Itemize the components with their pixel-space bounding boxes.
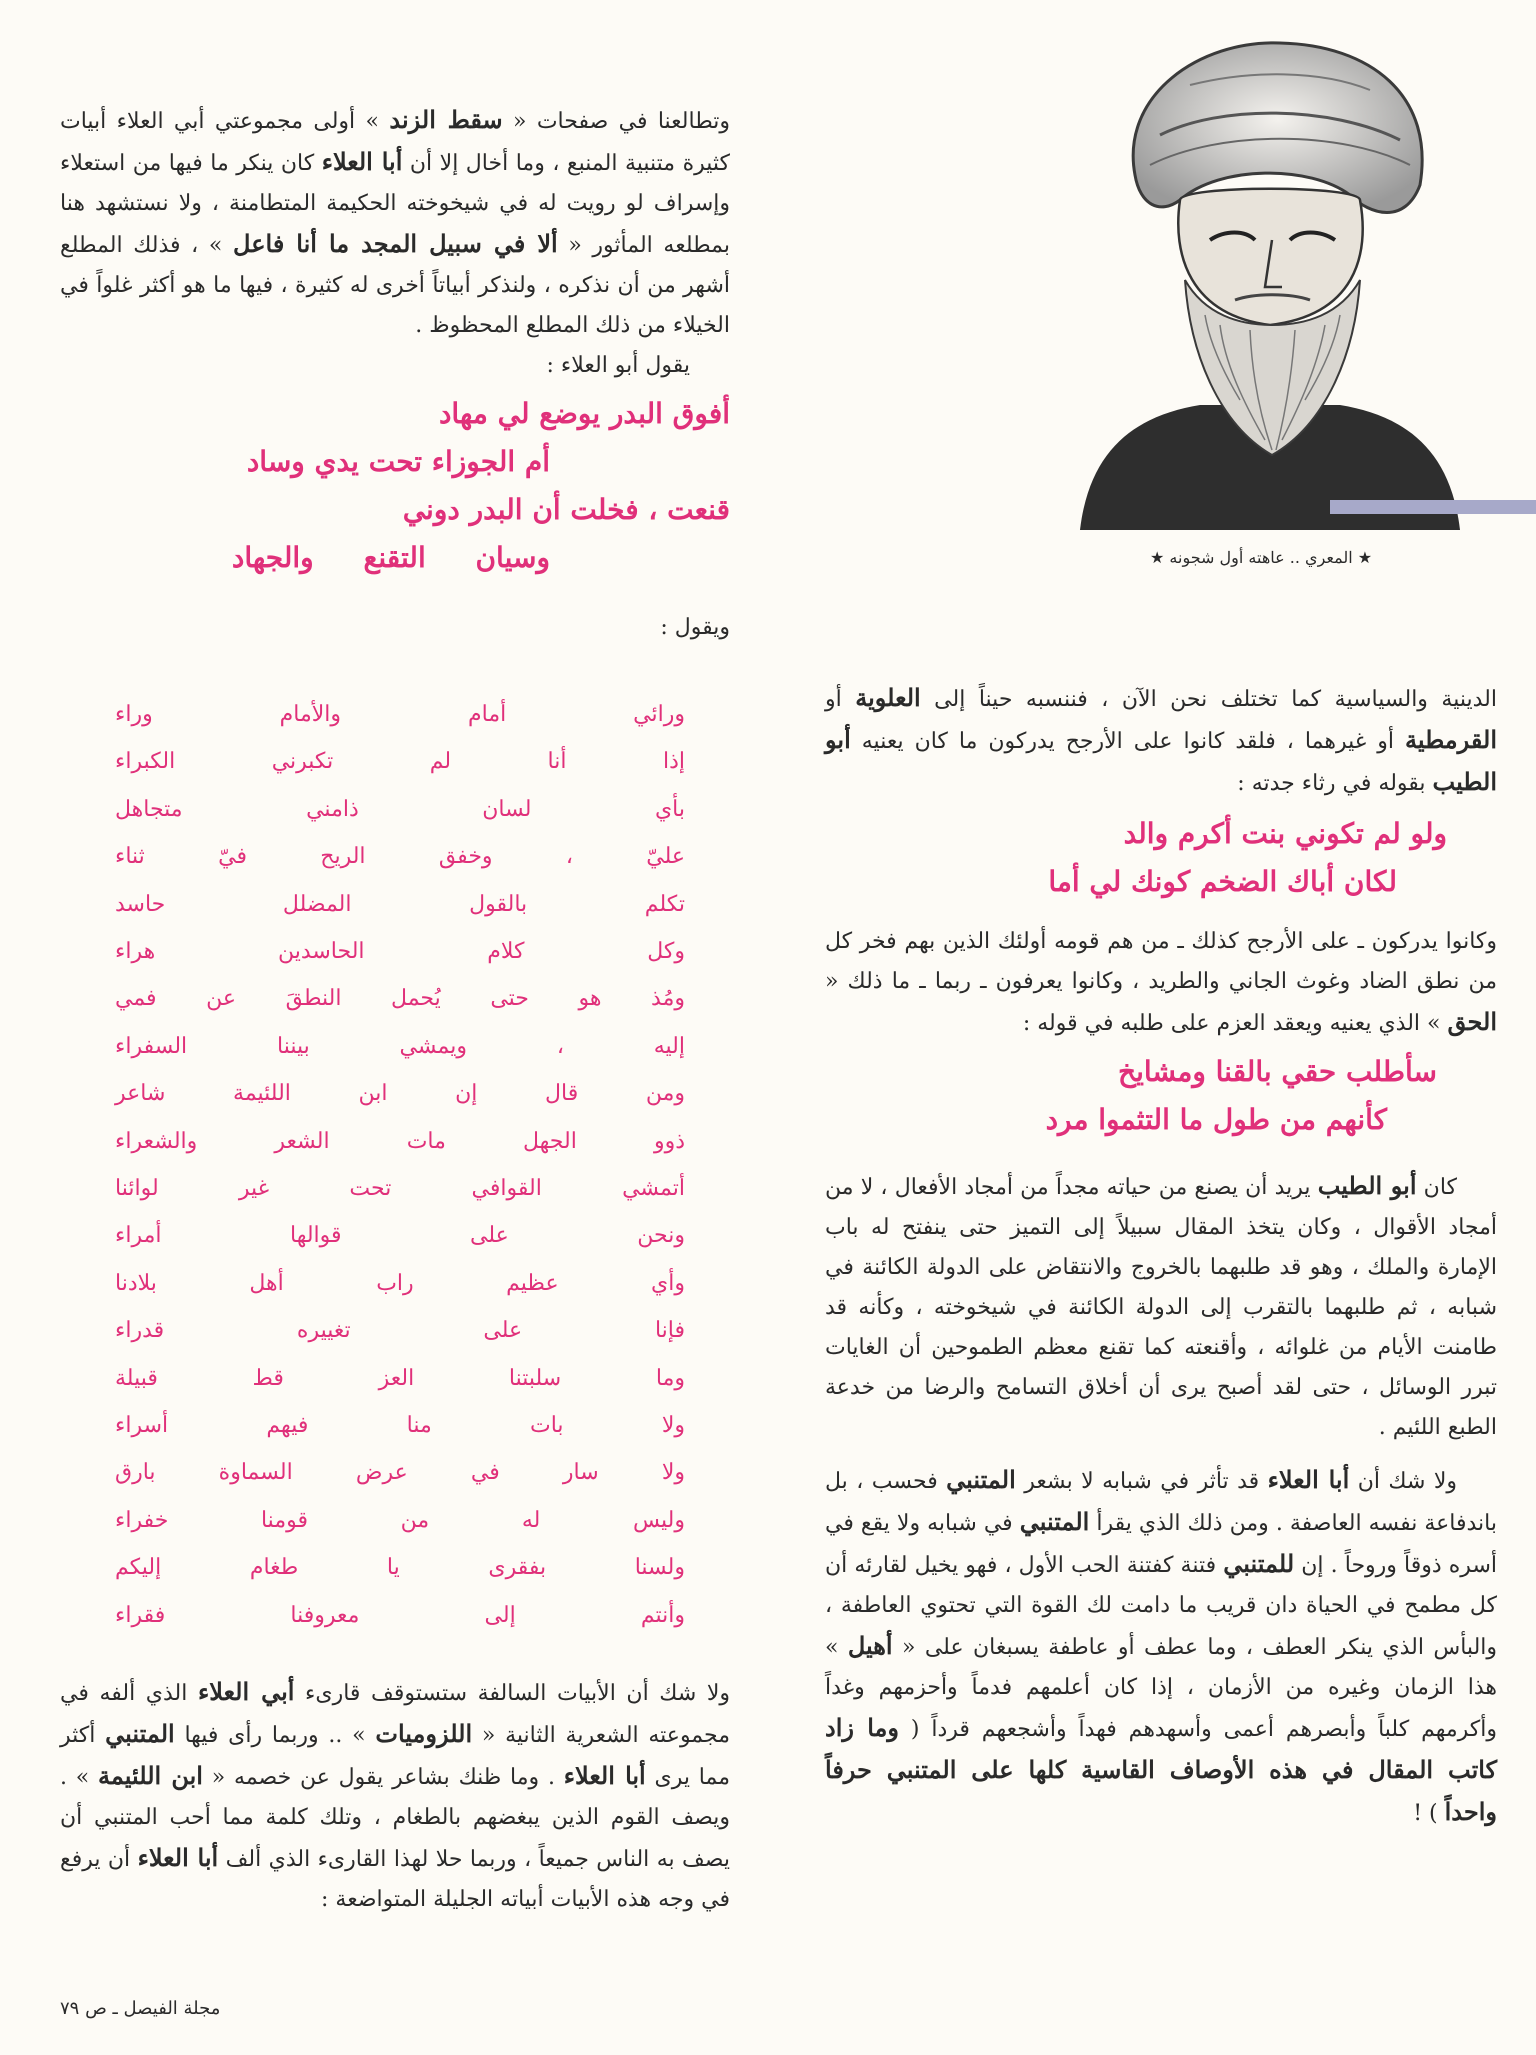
poem-line: ولسنا بفقرى يا طغام إليكم: [115, 1555, 685, 1581]
body-text: » . ويصف القوم الذين يبغضهم بالطغام ، وتلك كلمة مما أحب المتنبي أن يصف به الناس جميعاً ، وربما حلا لهذا القارىء الذي ألف: [60, 1765, 730, 1872]
left-paragraph-2: [60, 1672, 730, 1920]
poem-line: قنعت ، فخلت أن البدر دوني: [402, 493, 730, 526]
poem-line: ولا سار في عرض السماوة بارق: [115, 1460, 685, 1486]
emphasis-text: المتنبي: [105, 1719, 175, 1748]
body-text: الذي ألفه في مجموعته الشعرية الثانية «: [60, 1681, 731, 1748]
poem-line: ومن قال إن ابن اللئيمة شاعر: [115, 1081, 685, 1107]
emphasis-text: ألا في سبيل المجد ما أنا فاعل: [233, 229, 558, 258]
emphasis-text: أبا العلاء: [137, 1843, 219, 1872]
right-paragraph-3: [825, 1166, 1497, 1448]
poem-line: وأي عظيم راب أهل بلادنا: [115, 1270, 685, 1296]
emphasis-text: العلوية: [855, 683, 921, 712]
poem-line: فإنا على تغييره قدراء: [115, 1318, 685, 1344]
body-text: أو غيرهما ، فلقد كانوا على الأرجح يدركون ما كان يعنيه: [850, 729, 1405, 754]
poem-line: لكان أباك الضخم كونك لي أما: [1048, 865, 1397, 898]
body-text: . وما ظنك بشاعر يقول عن خصمه «: [202, 1765, 564, 1790]
emphasis-text: المتنبي: [1019, 1507, 1090, 1536]
body-text: الدينية والسياسية كما تختلف نحن الآن ، فننسبه حيناً إلى: [920, 687, 1497, 712]
emphasis-text: وما زاد كاتب المقال في هذه الأوصاف القاسية كلها على المتنبي حرفاً واحداً: [825, 1713, 1497, 1826]
body-text: فحسب ، بل باندفاعة نفسه العاصفة . ومن ذلك الذي يقرأ: [825, 1469, 1497, 1536]
poem-line: ولو لم تكوني بنت أكرم والد: [1123, 817, 1447, 850]
body-text: فتنة كفتنة الحب الأول ، فهو يخيل لقارئه أن كل مطمح في الحياة دان قريب ما دامت لك القوة التي تحتوي العاطفة ، والبأس الذي ينكر العطف ، وما عطف أو عاطفة يسبغان على «: [825, 1553, 1498, 1660]
poem-line: وليس له من قومنا خفراء: [115, 1507, 685, 1533]
body-text: وكانوا يدركون ـ على الأرجح كذلك ـ من هم قومه أولئك الذين بهم فخر كل من نطق الضاد وغوث الجاني والطريد ، وكانوا يعرفون ـ ربما ـ ما ذلك «: [825, 929, 1497, 994]
body-text: » الذي يعنيه ويعقد العزم على طلبه في قوله :: [1022, 1011, 1448, 1036]
right-poem-2: [825, 1048, 1497, 1144]
body-text: وتطالعنا في صفحات «: [502, 109, 730, 134]
says-label-1: يقول أبو العلاء :: [546, 353, 690, 378]
poem-line: كأنهم من طول ما التثموا مرد: [1045, 1103, 1387, 1136]
body-text: كان: [1416, 1175, 1457, 1200]
poem-line: ولا بات منا فيهم أسراء: [115, 1413, 685, 1438]
body-text: » ، فذلك المطلع أشهر من أن نذكره ، ولنذكر أبياتاً أخرى له كثيرة ، فيها ما هو أكثر غلواً في الخيلاء من ذلك المطلع المحظوظ .: [60, 233, 730, 338]
emphasis-text: ابن اللئيمة: [98, 1761, 203, 1790]
poem-line: وأنتم إلى معروفنا فقراء: [115, 1602, 685, 1628]
says-label-2: ويقول :: [660, 615, 730, 640]
emphasis-text: أبي العلاء: [197, 1677, 295, 1706]
emphasis-text: أبا العلاء: [1267, 1465, 1350, 1494]
poem-line: عليّ ، وخفق الريح فيّ ثناء: [115, 844, 685, 870]
body-text: يريد أن يصنع من حياته مجداً من أمجاد الأفعال ، لا من أمجاد الأقوال ، وكان يتخذ المقال سبيلاً إلى التميز حتى ينفتح له باب الإمارة والملك ، وهو قد طلبهما بالخروج والانتقاض على الدولة الكائنة في شبابه ، ثم طلبهما بالتقرب إلى الدولة الكائنة في شيخوخته ، وكأنه قد طامنت الأيام من غلوائه ، وأقنعته كما تقنع معظم الطموحين أن الغايات تبرر الوسائل ، حتى لقد أصبح يرى أن أخلاق التسامح والرضا من خدعة الطبع اللئيم .: [825, 1175, 1497, 1440]
emphasis-text: للمتنبي: [1223, 1549, 1295, 1578]
body-text: كان ينكر ما فيها من استعلاء وإسراف لو رويت له في شيخوخته الحكيمة المتطامنة ، ولا نستشهد هنا بمطلعه المأثور «: [60, 151, 730, 258]
emphasis-text: اللزوميات: [375, 1719, 473, 1748]
poem-line: أتمشي القوافي تحت غير لوائنا: [115, 1176, 685, 1201]
emphasis-text: أبو الطيب: [1317, 1171, 1417, 1200]
emphasis-text: القرمطية: [1404, 725, 1497, 754]
body-text: ولا شك أن: [1349, 1469, 1458, 1494]
body-text: أو: [825, 687, 856, 712]
poem-1: [120, 390, 730, 582]
poem-line: ورائي أمام والأمام وراء: [115, 702, 685, 727]
image-caption: ★ المعري .. عاهته أول شجونه ★: [1150, 548, 1373, 567]
body-text: » هذا الزمان وغيره من الأزمان ، إذا كان أعلمهم فدماً وأحزمهم وغداً وأكرمهم كلباً وأبصرهم أعمى وأسهدهم فهداً وأشجعهم قرداً (: [825, 1635, 1497, 1742]
left-column-bottom: [60, 1672, 730, 1920]
body-text: ) !: [1413, 1801, 1445, 1826]
right-column: [825, 678, 1497, 1834]
poem-line: إذا أنا لم تكبرني الكبراء: [115, 749, 685, 775]
poem-line: ومُذ هو حتى يُحمل النطقَ عن فمي: [115, 986, 685, 1012]
right-paragraph-1: [825, 678, 1497, 804]
page-footer: مجلة الفيصل ـ ص ٧٩: [60, 1998, 221, 2019]
emphasis-text: أبا العلاء: [563, 1761, 646, 1790]
body-text: » .. وربما رأى فيها: [174, 1723, 376, 1748]
body-text: قد تأثر في شبابه لا بشعر: [1015, 1469, 1268, 1494]
right-poem-1: [825, 810, 1497, 906]
left-column: [60, 100, 730, 648]
body-text: » أولى مجموعتي أبي العلاء أبيات كثيرة متنبية المنبع ، وما أخال إلا أن: [60, 109, 730, 176]
decorative-bar: [1330, 500, 1536, 514]
poem-line: تكلم بالقول المضلل حاسد: [115, 891, 685, 917]
emphasis-text: أبو الطيب: [825, 725, 1497, 796]
emphasis-text: سقط الزند: [389, 105, 503, 134]
body-text: أكثر مما يرى: [60, 1723, 731, 1790]
body-text: في شبابه ولا يقع في أسره ذوقاً وروحاً . إن: [825, 1511, 1497, 1578]
emphasis-text: أهيل: [847, 1631, 893, 1660]
emphasis-text: أبا العلاء: [321, 147, 403, 176]
portrait-illustration: [1050, 25, 1480, 530]
poem-line: وما سلبتنا العز قط قبيلة: [115, 1365, 685, 1391]
poem-line: ذوو الجهل مات الشعر والشعراء: [115, 1128, 685, 1154]
poem-line: ونحن على قوالها أمراء: [115, 1223, 685, 1249]
body-text: ولا شك أن الأبيات السالفة ستستوقف قارىء: [294, 1681, 731, 1706]
right-paragraph-2: [825, 922, 1497, 1044]
poem-line: سأطلب حقي بالقنا ومشايخ: [1118, 1055, 1437, 1088]
emphasis-text: المتنبي: [946, 1465, 1016, 1494]
left-paragraph-1: [60, 100, 730, 346]
poem-line: بأي لسان ذامني متجاهل: [115, 796, 685, 822]
body-text: بقوله في رثاء جدته :: [1237, 771, 1433, 796]
poem-line: أم الجوزاء تحت يدي وساد: [246, 445, 550, 478]
poem-line: وكل كلام الحاسدين هراء: [115, 939, 685, 964]
poem-line: إليه ، ويمشي بيننا السفراء: [115, 1033, 685, 1059]
poem-line: أفوق البدر يوضع لي مهاد: [438, 397, 730, 430]
right-paragraph-4: [825, 1460, 1497, 1834]
emphasis-text: الحق: [1447, 1007, 1497, 1036]
body-text: أن يرفع في وجه هذه الأبيات أبياته الجليلة المتواضعة :: [60, 1847, 730, 1912]
poem-line: وسيان التقنع والجهاد: [231, 541, 550, 574]
